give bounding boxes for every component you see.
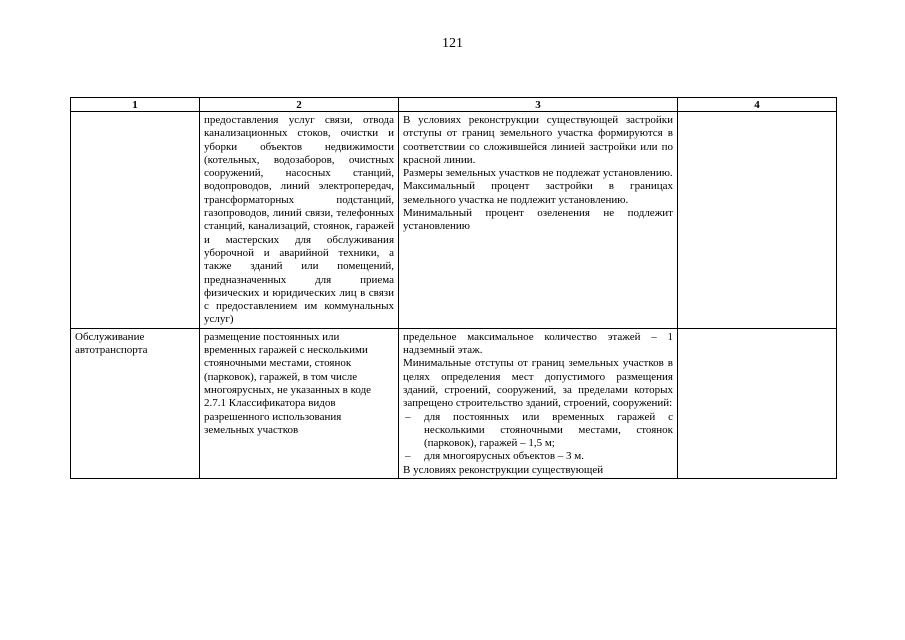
description-text: размещение постоянных или временных гаражей с несколькими стояночными местами, стоянок (парковок), гаражей, в том числе многоярусных, не указанных в коде 2.7.1 Классификатора видов разрешенного использования земельных участков	[204, 330, 372, 436]
notes-cell	[678, 328, 837, 478]
notes-cell	[678, 112, 837, 329]
parameter-paragraph: Минимальные отступы от границ земельных участков в целях определения мест допустимого размещения зданий, строений, сооружений, за пределами которых запрещено строительство зданий, строений, сооружений:	[403, 357, 673, 410]
parameters-cell	[399, 112, 678, 329]
column-header: 4	[678, 98, 837, 112]
dash-bullet: –	[405, 410, 411, 423]
parameter-paragraph: Размеры земельных участков не подлежат установлению.	[403, 167, 673, 180]
page-number: 121	[442, 36, 463, 51]
zoning-table	[70, 97, 837, 479]
table-row	[71, 112, 837, 329]
parameter-paragraph: Минимальный процент озеленения не подлежит установлению	[403, 207, 673, 233]
column-header: 2	[200, 98, 399, 112]
description-cell	[200, 328, 399, 478]
setback-list	[403, 411, 673, 464]
table-header-row	[71, 98, 837, 112]
parameter-paragraph: В условиях реконструкции существующей застройки отступы от границ земельного участка формируются в соответствии со сложившейся линией застройки или по красной линии.	[403, 114, 673, 166]
list-item	[403, 450, 673, 463]
list-item-text: для многоярусных объектов – 3 м.	[424, 450, 585, 463]
use-type-label: Обслуживание автотранспорта	[75, 330, 148, 357]
use-type-cell	[71, 112, 200, 329]
parameter-paragraph: предельное максимальное количество этажей – 1 надземный этаж.	[403, 330, 673, 357]
column-header: 1	[71, 98, 200, 112]
dash-bullet: –	[405, 450, 411, 463]
use-type-cell	[71, 328, 200, 478]
parameter-paragraph: Максимальный процент застройки в границах земельного участка не подлежит установлению.	[403, 180, 673, 206]
column-header: 3	[399, 98, 678, 112]
list-item	[403, 411, 673, 451]
table-row	[71, 328, 837, 478]
description-cell: предоставления услуг связи, отвода канализационных стоков, очистки и уборки объектов недвижимости (котельных, водозаборов, очистных сооружений, насосных станций, водопроводов, линий электропередач, трансформаторных подстанций, газопроводов, линий связи, телефонных станций, канализаций, стоянок, гаражей и мастерских для обслуживания уборочной и аварийной техники, а также зданий или помещений, предназначенных для приема физических и юридических лиц в связи с предоставлением им коммунальных услуг)	[200, 112, 399, 329]
list-item-text: для постоянных или временных гаражей с несколькими стояночными местами, стоянок (парковок), гаражей – 1,5 м;	[424, 410, 673, 450]
parameter-paragraph: В условиях реконструкции существующей	[403, 463, 604, 476]
parameters-cell	[399, 328, 678, 478]
